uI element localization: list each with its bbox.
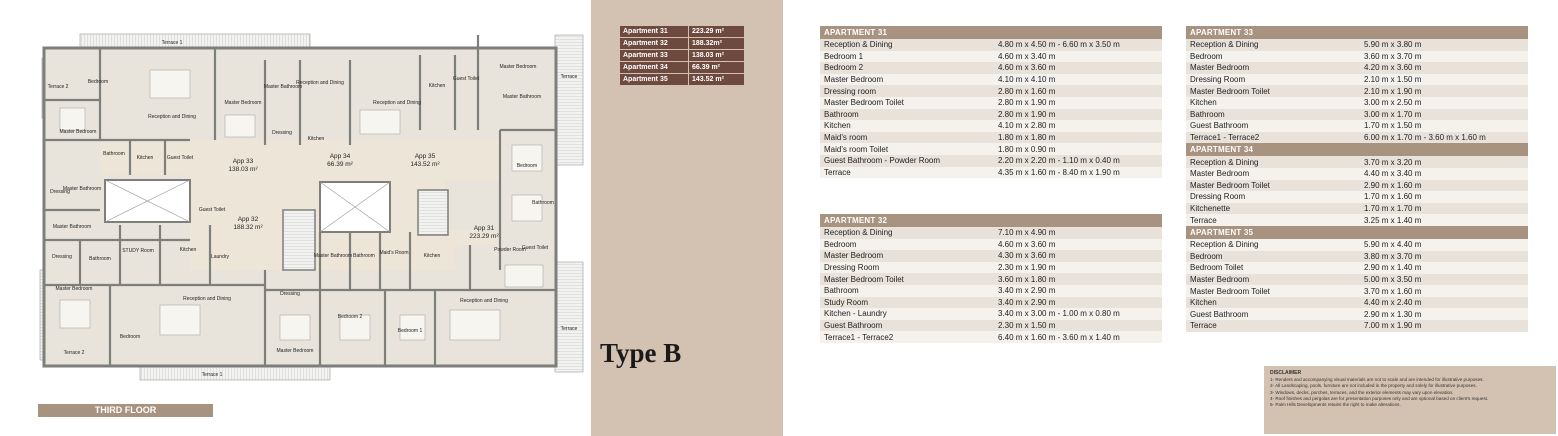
room-name: Master Bedroom Toilet [1186,285,1360,297]
label-terrace2-bottom: Terrace 2 [63,350,85,356]
spec-row [1186,214,1528,226]
label-master-bathroom-tr: Master Bathroom [502,94,542,100]
room-dimensions: 1.80 m x 0.90 m [994,143,1162,155]
label-app33: App 33 [232,158,254,165]
label-app33-area: 138.03 m² [228,166,258,173]
room-dimensions: 3.60 m x 3.70 m [1360,51,1528,63]
room-name: Reception & Dining [820,39,994,51]
room-name: Kitchen [1186,297,1360,309]
label-terrace2-top: Terrace 2 [47,84,69,90]
label-bathroom-r: Bathroom [532,200,554,206]
apartment-header [1186,26,1528,39]
room-name: Kitchen [1186,97,1360,109]
disclaimer-line: 3- Windows, decks, porches, terraces, and the exterior elements may vary upon elevation. [1270,389,1454,395]
label-app32-area: 188.32 m² [233,224,263,231]
label-master-bedroom-tr: Master Bedroom [499,64,537,70]
spec-row [820,167,1162,179]
room-dimensions: 2.90 m x 1.30 m [1360,308,1528,320]
label-bathroom-b: Bathroom [353,253,375,259]
label-kitchen-l: Kitchen [136,155,154,161]
type-title: Type B [600,338,682,368]
spec-row [820,285,1162,297]
room-dimensions: 2.30 m x 1.50 m [994,320,1162,332]
room-dimensions: 1.70 m x 1.70 m [1360,203,1528,215]
room-dimensions: 1.70 m x 1.60 m [1360,191,1528,203]
room-dimensions: 3.40 m x 2.90 m [994,297,1162,309]
room-dimensions: 5.00 m x 3.50 m [1360,274,1528,286]
spec-row [1186,109,1528,121]
label-dressing-l: Dressing [50,189,70,195]
label-powder-room: Powder Room [494,247,526,253]
room-dimensions: 6.40 m x 1.60 m - 3.60 m x 1.40 m [994,331,1162,343]
room-dimensions: 3.25 m x 1.40 m [1360,214,1528,226]
room-dimensions: 4.30 m x 3.60 m [994,250,1162,262]
room-name: Bedroom 1 [820,51,994,63]
room-dimensions: 3.00 m x 2.50 m [1360,97,1528,109]
spec-row [820,320,1162,332]
room-name: Maid's room Toilet [820,143,994,155]
floor-plan [0,0,590,436]
room-dimensions: 4.40 m x 3.40 m [1360,168,1528,180]
room-name: Bathroom [820,109,994,121]
spec-row [820,120,1162,132]
label-bathroom-bl: Bathroom [89,256,111,262]
room-name: Master Bedroom [1186,168,1360,180]
floor-plan-drawing [0,0,590,436]
room-dimensions: 4.60 m x 3.40 m [994,51,1162,63]
label-study-room: STUDY Room [122,248,154,254]
spec-row [820,308,1162,320]
room-name: Bedroom [1186,251,1360,263]
room-dimensions: 3.00 m x 1.70 m [1360,109,1528,121]
label-reception-c: Reception and Dining [296,80,344,86]
area-apartment-value: 223.29 m² [688,26,744,37]
apartment-header [1186,143,1528,156]
area-row [620,62,744,73]
label-app31: App 31 [473,225,495,232]
room-name: Bedroom Toilet [1186,262,1360,274]
room-name: Guest Bathroom [1186,308,1360,320]
spec-row [1186,262,1528,274]
spec-row [1186,320,1528,332]
label-master-bedroom-tl: Master Bedroom [59,129,97,135]
label-bathroom-l: Bathroom [103,151,125,157]
label-kitchen-b: Kitchen [423,253,441,259]
room-name: Terrace [1186,214,1360,226]
disclaimer-line: 4- Roof finishes and pergolas are for presentation purposes only and are optional based on client's request. [1270,395,1489,401]
spec-row [820,297,1162,309]
spec-row [1186,51,1528,63]
apartment-header [1186,226,1528,239]
room-dimensions: 2.80 m x 1.90 m [994,109,1162,121]
area-apartment-value: 143.52 m² [688,74,744,85]
room-name: Master Bedroom [820,250,994,262]
room-name: Master Bedroom Toilet [820,97,994,109]
area-apartment-name: Apartment 33 [620,50,688,61]
spec-row [1186,97,1528,109]
room-dimensions: 2.10 m x 1.90 m [1360,85,1528,97]
label-guest-toilet-c: Guest Toilet [198,207,226,213]
label-reception-tl: Reception and Dining [148,114,196,120]
spec-row [1186,85,1528,97]
spec-row [1186,132,1528,144]
room-dimensions: 4.35 m x 1.60 m - 8.40 m x 1.90 m [994,167,1162,179]
label-dressing-bl: Dressing [52,254,72,260]
spec-row [1186,156,1528,168]
terrace-top-right [555,35,583,165]
room-dimensions: 2.30 m x 1.90 m [994,262,1162,274]
room-dimensions: 5.90 m x 3.80 m [1360,39,1528,51]
spec-row [1186,297,1528,309]
label-bedroom-bl: Bedroom [119,334,141,340]
apartment-title: APARTMENT 34 [1186,143,1528,156]
area-row [620,38,744,49]
label-app32: App 32 [237,216,259,223]
label-kitchen-tr: Kitchen [428,83,446,89]
label-kitchen-c: Kitchen [307,136,325,142]
room-name: Dressing Room [820,262,994,274]
spec-row [1186,239,1528,251]
area-apartment-name: Apartment 34 [620,62,688,73]
spec-row [1186,120,1528,132]
label-maids-room: Maid's Room [379,250,409,256]
room-dimensions: 4.60 m x 3.60 m [994,239,1162,251]
room-name: Dressing room [820,85,994,97]
spec-row [1186,39,1528,51]
room-dimensions: 2.80 m x 1.90 m [994,97,1162,109]
room-name: Master Bedroom Toilet [1186,180,1360,192]
room-name: Bedroom [1186,51,1360,63]
label-master-bathroom-l: Master Bathroom [62,186,102,192]
spec-row [1186,191,1528,203]
area-apartment-name: Apartment 35 [620,74,688,85]
label-master-bathroom-tl: Master Bathroom [263,84,303,90]
spec-row [820,250,1162,262]
spec-row [820,97,1162,109]
room-dimensions: 1.70 m x 1.50 m [1360,120,1528,132]
room-dimensions: 3.70 m x 1.60 m [1360,285,1528,297]
apartment-title: APARTMENT 32 [820,214,1162,227]
label-reception-tr: Reception and Dining [373,100,421,106]
disclaimer [1264,366,1556,434]
room-name: Terrace [820,167,994,179]
room-name: Reception & Dining [820,227,994,239]
spec-row [820,331,1162,343]
room-name: Bathroom [1186,109,1360,121]
label-bedroom1-b: Bedroom 1 [397,328,423,334]
label-dressing-b: Dressing [280,291,300,297]
room-dimensions: 2.20 m x 2.20 m - 1.10 m x 0.40 m [994,155,1162,167]
spec-row [820,143,1162,155]
room-name: Terrace [1186,320,1360,332]
label-app34: App 34 [329,153,351,160]
area-apartment-value: 66.39 m² [688,62,744,73]
room-dimensions: 1.80 m x 1.80 m [994,132,1162,144]
spec-row [820,227,1162,239]
label-master-bedroom-c: Master Bedroom [224,100,262,106]
disclaimer-line: 2- All Landscaping, pools, furniture are not included in the property and solely for illustrative purposes. [1270,383,1477,389]
stair-right [418,190,448,235]
label-guest-toilet-br: Guest Toilet [521,245,549,251]
spec-row [1186,251,1528,263]
room-name: Master Bedroom Toilet [820,273,994,285]
apartment-31-table [820,26,1162,178]
area-row [620,74,744,85]
apartment-area-table [620,25,744,86]
room-name: Terrace1 - Terrace2 [1186,132,1360,144]
spec-row [1186,285,1528,297]
room-name: Master Bedroom Toilet [1186,85,1360,97]
room-name: Kitchen [820,120,994,132]
spec-row [820,155,1162,167]
label-terrace-right-top: Terrace [560,74,578,80]
label-master-bathroom-bl: Master Bathroom [52,224,92,230]
room-dimensions: 3.40 m x 2.90 m [994,285,1162,297]
area-row [620,26,744,37]
label-bedroom-r: Bedroom [516,163,538,169]
room-name: Dressing Room [1186,74,1360,86]
label-kitchen-bl: Kitchen [179,247,197,253]
spec-row [820,51,1162,63]
room-name: Bedroom [820,239,994,251]
room-dimensions: 4.80 m x 4.50 m - 6.60 m x 3.50 m [994,39,1162,51]
room-dimensions: 4.10 m x 4.10 m [994,74,1162,86]
room-dimensions: 2.10 m x 1.50 m [1360,74,1528,86]
stair-left [283,210,315,270]
spec-row [1186,203,1528,215]
area-row [620,50,744,61]
spec-row [820,239,1162,251]
room-dimensions: 4.60 m x 3.60 m [994,62,1162,74]
label-guest-toilet-l: Guest Toilet [166,155,194,161]
disclaimer-line: 5- Palm Hills Developments retains the right to make alterations. [1270,402,1401,408]
spec-row [1186,168,1528,180]
label-app35-area: 143.52 m² [410,161,440,168]
room-dimensions: 6.00 m x 1.70 m - 3.60 m x 1.60 m [1360,132,1528,144]
apartment-title: APARTMENT 33 [1186,26,1528,39]
room-dimensions: 5.90 m x 4.40 m [1360,239,1528,251]
label-bedroom2-b: Bedroom 2 [337,314,363,320]
room-name: Reception & Dining [1186,39,1360,51]
area-apartment-value: 188.32m² [688,38,744,49]
label-terrace1-bottom: Terrace 1 [201,372,223,378]
spec-row [820,62,1162,74]
room-name: Guest Bathroom [820,320,994,332]
label-app31-area: 223.29 m² [469,233,499,240]
label-dressing-c: Dressing [272,130,292,136]
room-dimensions: 7.00 m x 1.90 m [1360,320,1528,332]
spec-row [1186,62,1528,74]
room-name: Guest Bathroom - Powder Room [820,155,994,167]
room-name: Reception & Dining [1186,156,1360,168]
disclaimer-title: DISCLAIMER [1270,370,1302,376]
label-app35: App 35 [414,153,436,160]
room-name: Study Room [820,297,994,309]
apartment-33-table [1186,26,1528,332]
room-name: Guest Bathroom [1186,120,1360,132]
room-name: Bathroom [820,285,994,297]
room-dimensions: 7.10 m x 4.90 m [994,227,1162,239]
spec-row [820,39,1162,51]
spec-row [820,132,1162,144]
room-name: Kitchen - Laundry [820,308,994,320]
room-dimensions: 4.40 m x 2.40 m [1360,297,1528,309]
terrace-bottom-right [555,262,583,372]
area-apartment-name: Apartment 31 [620,26,688,37]
room-name: Terrace1 - Terrace2 [820,331,994,343]
room-name: Kitchenette [1186,203,1360,215]
label-laundry: Laundry [210,254,230,260]
disclaimer-line: 1- Renders and accompanying visual materials are not to scale and are intended for illustrative purposes. [1270,377,1484,383]
room-name: Dressing Room [1186,191,1360,203]
room-dimensions: 2.90 m x 1.40 m [1360,262,1528,274]
spec-row [820,262,1162,274]
label-reception-bl: Reception and Dining [183,296,231,302]
label-master-bedroom-b: Master Bedroom [276,348,314,354]
apartment-header [820,214,1162,227]
room-name: Reception & Dining [1186,239,1360,251]
label-reception-br: Reception and Dining [460,298,508,304]
spec-row [1186,308,1528,320]
spec-row [820,109,1162,121]
room-dimensions: 4.10 m x 2.80 m [994,120,1162,132]
room-name: Maid's room [820,132,994,144]
label-terrace1-top: Terrace 1 [161,40,183,46]
spec-row [1186,74,1528,86]
apartment-title: APARTMENT 31 [820,26,1162,39]
room-name: Master Bedroom [1186,62,1360,74]
apartment-32-table [820,214,1162,343]
spec-row [1186,274,1528,286]
label-terrace-right-bottom: Terrace [560,326,578,332]
label-guest-toilet-tr: Guest Toilet [452,76,480,82]
room-dimensions: 2.80 m x 1.60 m [994,85,1162,97]
spec-row [1186,180,1528,192]
room-dimensions: 2.90 m x 1.60 m [1360,180,1528,192]
room-dimensions: 3.70 m x 3.20 m [1360,156,1528,168]
room-dimensions: 4.20 m x 3.60 m [1360,62,1528,74]
floor-label: THIRD FLOOR [38,404,213,417]
area-apartment-value: 138.03 m² [688,50,744,61]
spec-row [820,74,1162,86]
apartment-header [820,26,1162,39]
label-master-bathroom-b: Master Bathroom [313,253,353,259]
room-dimensions: 3.60 m x 1.80 m [994,273,1162,285]
label-app34-area: 66.39 m² [327,161,353,168]
label-bedroom-tl: Bedroom [87,79,109,85]
area-apartment-name: Apartment 32 [620,38,688,49]
room-name: Bedroom 2 [820,62,994,74]
spec-row [820,85,1162,97]
label-master-bedroom-bl: Master Bedroom [55,286,93,292]
apartment-title: APARTMENT 35 [1186,226,1528,239]
room-dimensions: 3.80 m x 3.70 m [1360,251,1528,263]
room-name: Master Bedroom [1186,274,1360,286]
spec-row [820,273,1162,285]
room-name: Master Bedroom [820,74,994,86]
room-dimensions: 3.40 m x 3.00 m - 1.00 m x 0.80 m [994,308,1162,320]
